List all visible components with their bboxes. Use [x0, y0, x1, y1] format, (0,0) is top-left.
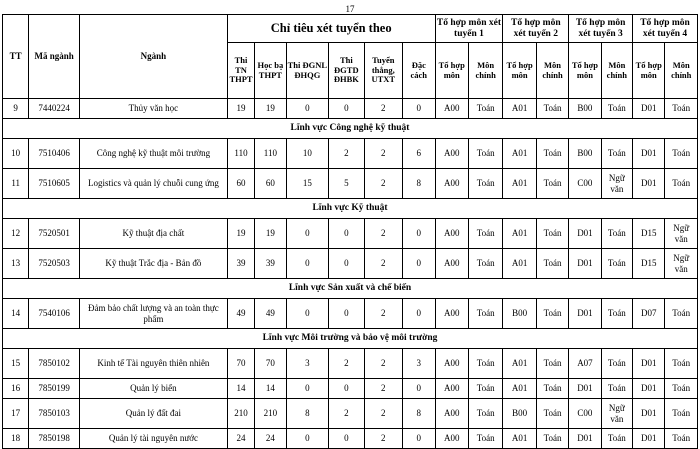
cell-hoc-ba: 19: [255, 219, 286, 249]
section-title: Lĩnh vực Môi trường và bảo vệ môi trường: [3, 329, 698, 349]
cell-mon-chinh-2: Toán: [536, 169, 568, 199]
cell-to-hop-2: A01: [503, 99, 536, 119]
cell-mon-chinh-3: Ngữ văn: [601, 169, 632, 199]
cell-to-hop-1: A00: [435, 169, 468, 199]
header-to-hop-2: Tổ hợp môn xét tuyển 2: [503, 15, 569, 43]
cell-dac-cach: 8: [403, 169, 435, 199]
cell-mon-chinh-2: Toán: [536, 299, 568, 329]
cell-dgtd: 0: [329, 99, 364, 119]
cell-mon-chinh-3: Toán: [601, 349, 632, 379]
table-row: [3, 349, 698, 379]
cell-tuyen-thang: 2: [364, 249, 402, 279]
cell-dgtd: 2: [329, 349, 364, 379]
cell-hoc-ba: 14: [255, 379, 286, 399]
table-row: [3, 99, 698, 119]
table-row: [3, 399, 698, 429]
cell-tt: 12: [3, 219, 29, 249]
header-dac-cach: Đặc cách: [403, 43, 435, 99]
cell-nganh: Kỹ thuật Trắc địa - Bản đồ: [79, 249, 227, 279]
cell-to-hop-4: D07: [633, 299, 665, 329]
cell-hoc-ba: 70: [255, 349, 286, 379]
cell-nganh: Kinh tế Tài nguyên thiên nhiên: [79, 349, 227, 379]
cell-tt: 14: [3, 299, 29, 329]
cell-hoc-ba: 24: [255, 429, 286, 449]
cell-mon-chinh-1: Toán: [468, 99, 502, 119]
cell-dac-cach: 0: [403, 219, 435, 249]
cell-thi-tn: 24: [227, 429, 254, 449]
cell-thi-tn: 60: [227, 169, 254, 199]
cell-tuyen-thang: 2: [364, 139, 402, 169]
table-row: [3, 379, 698, 399]
cell-mon-chinh-3: Toán: [601, 99, 632, 119]
cell-to-hop-4: D01: [633, 139, 665, 169]
cell-mon-chinh-2: Toán: [536, 139, 568, 169]
cell-mon-chinh-3: Toán: [601, 249, 632, 279]
cell-ma-nganh: 7510605: [29, 169, 80, 199]
cell-dac-cach: 0: [403, 249, 435, 279]
header-chi-tieu: Chỉ tiêu xét tuyển theo: [227, 15, 435, 43]
cell-mon-chinh-3: Toán: [601, 219, 632, 249]
page-number: 17: [345, 4, 355, 14]
header-tuyen-thang: Tuyển thẳng, UTXT: [364, 43, 402, 99]
cell-to-hop-3: C00: [569, 169, 601, 199]
cell-tuyen-thang: 2: [364, 349, 402, 379]
cell-to-hop-3: B00: [569, 99, 601, 119]
cell-tt: 10: [3, 139, 29, 169]
cell-tt: 16: [3, 379, 29, 399]
cell-hoc-ba: 19: [255, 99, 286, 119]
cell-mon-chinh-4: Toán: [665, 299, 698, 329]
cell-mon-chinh-3: Ngữ văn: [601, 399, 632, 429]
cell-mon-chinh-4: Ngữ văn: [665, 219, 698, 249]
header-tt: TT: [3, 15, 29, 99]
cell-dgtd: 0: [329, 299, 364, 329]
cell-mon-chinh-4: Ngữ văn: [665, 249, 698, 279]
header-mon-chinh: Môn chính: [601, 43, 632, 99]
section-row: [3, 279, 698, 299]
section-row: [3, 199, 698, 219]
cell-to-hop-2: A01: [503, 349, 536, 379]
header-mon-chinh: Môn chính: [665, 43, 698, 99]
cell-to-hop-3: D01: [569, 249, 601, 279]
cell-tuyen-thang: 2: [364, 399, 402, 429]
cell-to-hop-4: D01: [633, 399, 665, 429]
cell-dgtd: 2: [329, 139, 364, 169]
admission-quota-table: [2, 14, 698, 449]
cell-to-hop-4: D15: [633, 249, 665, 279]
header-mon-chinh: Môn chính: [468, 43, 502, 99]
section-title: Lĩnh vực Kỹ thuật: [3, 199, 698, 219]
cell-thi-tn: 210: [227, 399, 254, 429]
cell-dgtd: 0: [329, 249, 364, 279]
cell-to-hop-3: D01: [569, 379, 601, 399]
cell-dgnl: 0: [286, 379, 329, 399]
header-to-hop-mon: Tổ hợp môn: [633, 43, 665, 99]
header-thi-tn: Thi TN THPT: [227, 43, 254, 99]
cell-tuyen-thang: 2: [364, 169, 402, 199]
cell-dgnl: 0: [286, 219, 329, 249]
header-to-hop-mon: Tổ hợp môn: [435, 43, 468, 99]
cell-mon-chinh-3: Toán: [601, 139, 632, 169]
cell-tt: 15: [3, 349, 29, 379]
cell-mon-chinh-3: Toán: [601, 429, 632, 449]
cell-tuyen-thang: 2: [364, 429, 402, 449]
cell-dac-cach: 6: [403, 139, 435, 169]
cell-ma-nganh: 7850199: [29, 379, 80, 399]
cell-to-hop-1: A00: [435, 349, 468, 379]
table-row: [3, 299, 698, 329]
cell-to-hop-1: A00: [435, 219, 468, 249]
cell-dac-cach: 0: [403, 299, 435, 329]
table-row: [3, 219, 698, 249]
cell-mon-chinh-2: Toán: [536, 99, 568, 119]
cell-tt: 11: [3, 169, 29, 199]
cell-dgnl: 3: [286, 349, 329, 379]
cell-dac-cach: 3: [403, 349, 435, 379]
section-title: Lĩnh vực Sản xuất và chế biến: [3, 279, 698, 299]
cell-to-hop-2: A01: [503, 169, 536, 199]
cell-to-hop-1: A00: [435, 429, 468, 449]
cell-nganh: Thủy văn học: [79, 99, 227, 119]
cell-hoc-ba: 39: [255, 249, 286, 279]
cell-to-hop-2: A01: [503, 379, 536, 399]
cell-nganh: Quản lý tài nguyên nước: [79, 429, 227, 449]
cell-mon-chinh-2: Toán: [536, 349, 568, 379]
cell-mon-chinh-4: Toán: [665, 379, 698, 399]
cell-to-hop-4: D15: [633, 219, 665, 249]
header-to-hop-1: Tổ hợp môn xét tuyển 1: [435, 15, 503, 43]
cell-ma-nganh: 7850102: [29, 349, 80, 379]
cell-to-hop-4: D01: [633, 349, 665, 379]
cell-mon-chinh-4: Toán: [665, 349, 698, 379]
cell-to-hop-2: B00: [503, 399, 536, 429]
cell-to-hop-3: C00: [569, 399, 601, 429]
cell-ma-nganh: 7850103: [29, 399, 80, 429]
header-to-hop-mon: Tổ hợp môn: [503, 43, 536, 99]
header-to-hop-4: Tổ hợp môn xét tuyển 4: [633, 15, 698, 43]
cell-thi-tn: 19: [227, 219, 254, 249]
cell-to-hop-3: A07: [569, 349, 601, 379]
cell-to-hop-3: B00: [569, 139, 601, 169]
header-row-1: [3, 15, 698, 43]
cell-mon-chinh-1: Toán: [468, 349, 502, 379]
cell-nganh: Logistics và quản lý chuỗi cung ứng: [79, 169, 227, 199]
cell-dgnl: 0: [286, 249, 329, 279]
cell-to-hop-4: D01: [633, 169, 665, 199]
cell-dgtd: 0: [329, 429, 364, 449]
cell-nganh: Công nghệ kỹ thuật môi trường: [79, 139, 227, 169]
cell-to-hop-1: A00: [435, 99, 468, 119]
cell-mon-chinh-2: Toán: [536, 379, 568, 399]
cell-dgnl: 0: [286, 99, 329, 119]
cell-nganh: Quản lý đất đai: [79, 399, 227, 429]
cell-to-hop-1: A00: [435, 249, 468, 279]
cell-ma-nganh: 7520501: [29, 219, 80, 249]
table-row: [3, 249, 698, 279]
cell-mon-chinh-1: Toán: [468, 429, 502, 449]
cell-tt: 9: [3, 99, 29, 119]
cell-to-hop-2: A01: [503, 219, 536, 249]
cell-hoc-ba: 49: [255, 299, 286, 329]
cell-dgnl: 0: [286, 299, 329, 329]
cell-thi-tn: 14: [227, 379, 254, 399]
cell-mon-chinh-1: Toán: [468, 399, 502, 429]
cell-dgtd: 2: [329, 399, 364, 429]
header-to-hop-mon: Tổ hợp môn: [569, 43, 601, 99]
cell-to-hop-3: D01: [569, 219, 601, 249]
section-row: [3, 119, 698, 139]
cell-dac-cach: 0: [403, 99, 435, 119]
cell-mon-chinh-4: Toán: [665, 99, 698, 119]
cell-mon-chinh-4: Toán: [665, 169, 698, 199]
cell-nganh: Quản lý biển: [79, 379, 227, 399]
cell-mon-chinh-2: Toán: [536, 219, 568, 249]
cell-mon-chinh-3: Toán: [601, 379, 632, 399]
cell-tt: 17: [3, 399, 29, 429]
cell-dgnl: 15: [286, 169, 329, 199]
table-body: [3, 99, 698, 449]
cell-mon-chinh-1: Toán: [468, 219, 502, 249]
cell-mon-chinh-4: Toán: [665, 139, 698, 169]
cell-tt: 18: [3, 429, 29, 449]
cell-to-hop-4: D01: [633, 379, 665, 399]
cell-mon-chinh-4: Toán: [665, 429, 698, 449]
header-dgtd: Thi ĐGTD ĐHBK: [329, 43, 364, 99]
cell-hoc-ba: 60: [255, 169, 286, 199]
section-row: [3, 329, 698, 349]
cell-mon-chinh-1: Toán: [468, 249, 502, 279]
cell-nganh: Kỹ thuật địa chất: [79, 219, 227, 249]
cell-dgnl: 10: [286, 139, 329, 169]
header-to-hop-3: Tổ hợp môn xét tuyển 3: [569, 15, 633, 43]
cell-to-hop-4: D01: [633, 99, 665, 119]
cell-thi-tn: 39: [227, 249, 254, 279]
header-ma-nganh: Mã ngành: [29, 15, 80, 99]
cell-tt: 13: [3, 249, 29, 279]
cell-mon-chinh-2: Toán: [536, 429, 568, 449]
header-dgnl: Thi ĐGNL ĐHQG: [286, 43, 329, 99]
cell-thi-tn: 49: [227, 299, 254, 329]
table-row: [3, 139, 698, 169]
cell-ma-nganh: 7510406: [29, 139, 80, 169]
cell-to-hop-2: B00: [503, 299, 536, 329]
cell-to-hop-1: A00: [435, 299, 468, 329]
cell-to-hop-1: A00: [435, 139, 468, 169]
cell-nganh: Đảm bảo chất lượng và an toàn thực phẩm: [79, 299, 227, 329]
cell-tuyen-thang: 2: [364, 379, 402, 399]
cell-to-hop-2: A01: [503, 429, 536, 449]
header-nganh: Ngành: [79, 15, 227, 99]
cell-hoc-ba: 110: [255, 139, 286, 169]
cell-mon-chinh-1: Toán: [468, 299, 502, 329]
cell-thi-tn: 19: [227, 99, 254, 119]
header-hoc-ba: Học bạ THPT: [255, 43, 286, 99]
cell-to-hop-2: A01: [503, 249, 536, 279]
cell-hoc-ba: 210: [255, 399, 286, 429]
cell-to-hop-1: A00: [435, 399, 468, 429]
cell-to-hop-4: D01: [633, 429, 665, 449]
cell-to-hop-3: D01: [569, 429, 601, 449]
cell-mon-chinh-1: Toán: [468, 169, 502, 199]
cell-thi-tn: 110: [227, 139, 254, 169]
cell-mon-chinh-3: Toán: [601, 299, 632, 329]
cell-mon-chinh-1: Toán: [468, 379, 502, 399]
cell-ma-nganh: 7520503: [29, 249, 80, 279]
cell-dac-cach: 8: [403, 399, 435, 429]
cell-dac-cach: 0: [403, 429, 435, 449]
table-row: [3, 169, 698, 199]
cell-ma-nganh: 7540106: [29, 299, 80, 329]
header-mon-chinh: Môn chính: [536, 43, 568, 99]
cell-thi-tn: 70: [227, 349, 254, 379]
cell-mon-chinh-2: Toán: [536, 399, 568, 429]
cell-tuyen-thang: 2: [364, 219, 402, 249]
cell-mon-chinh-4: Toán: [665, 399, 698, 429]
section-title: Lĩnh vực Công nghệ kỹ thuật: [3, 119, 698, 139]
cell-to-hop-2: A01: [503, 139, 536, 169]
cell-mon-chinh-1: Toán: [468, 139, 502, 169]
cell-ma-nganh: 7440224: [29, 99, 80, 119]
cell-mon-chinh-2: Toán: [536, 249, 568, 279]
cell-dgtd: 5: [329, 169, 364, 199]
cell-dgtd: 0: [329, 219, 364, 249]
cell-tuyen-thang: 2: [364, 99, 402, 119]
cell-dgtd: 0: [329, 379, 364, 399]
cell-ma-nganh: 7850198: [29, 429, 80, 449]
cell-tuyen-thang: 2: [364, 299, 402, 329]
cell-dac-cach: 0: [403, 379, 435, 399]
cell-dgnl: 8: [286, 399, 329, 429]
cell-to-hop-3: D01: [569, 299, 601, 329]
cell-dgnl: 0: [286, 429, 329, 449]
table-row: [3, 429, 698, 449]
cell-to-hop-1: A00: [435, 379, 468, 399]
